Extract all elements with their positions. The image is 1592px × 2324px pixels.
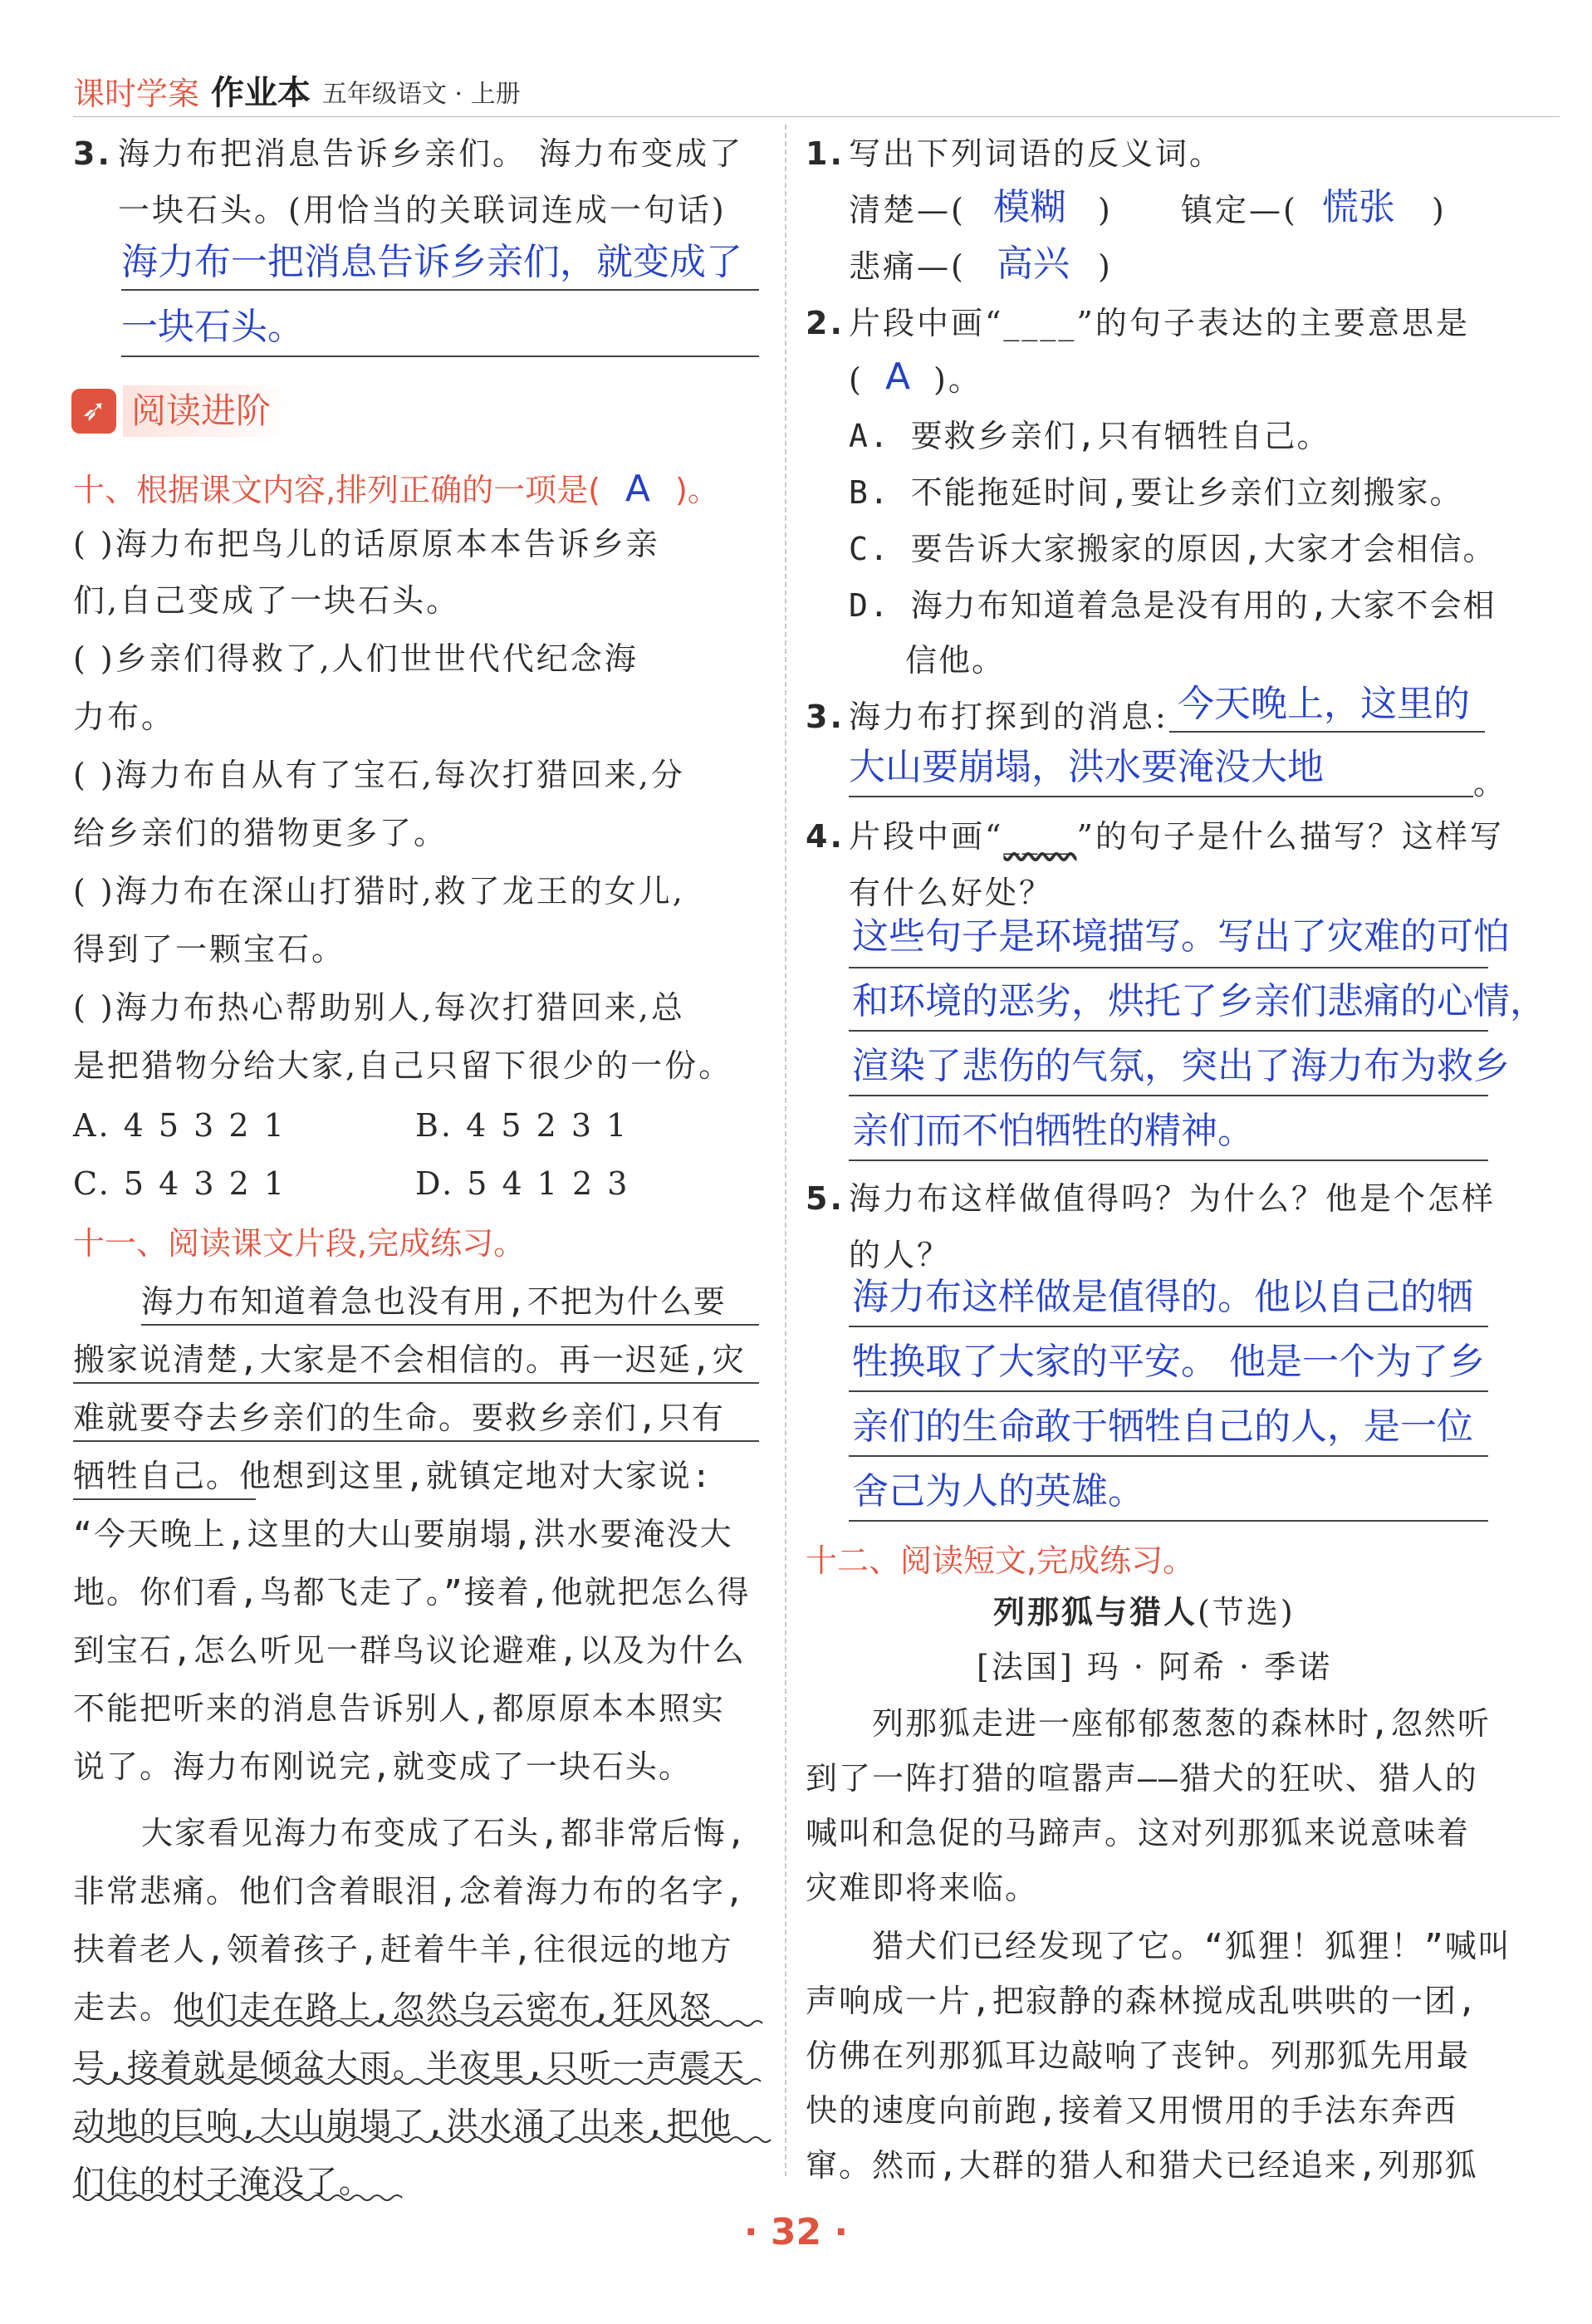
q2-option: A. 要救乡亲们,只有牺牲自己。 bbox=[849, 418, 1330, 454]
section-10-answer: A bbox=[625, 468, 651, 510]
answer-line bbox=[849, 1520, 1488, 1522]
q5-number: 5. bbox=[806, 1180, 845, 1217]
q4-text-2: ”的句子是什么描写？这样写 bbox=[1076, 818, 1504, 855]
wavy-underline bbox=[174, 2021, 762, 2026]
q4-wavy-mark: ____ bbox=[1003, 818, 1077, 855]
q5-answer-line: 牲换取了大家的平安。 他是一个为了乡 bbox=[852, 1341, 1485, 1383]
q5-answer-line: 亲们的生命敢于牺牲自己的人，是一位 bbox=[852, 1405, 1473, 1448]
answer-line bbox=[849, 1390, 1488, 1392]
passage-line: 不能把听来的消息告诉别人,都原原本本照实 bbox=[73, 1690, 725, 1727]
passage-line: “今天晚上,这里的大山要崩塌,洪水要淹没大 bbox=[73, 1516, 733, 1552]
passage-line: 地。你们看,鸟都飞走了。”接着,他就把怎么得 bbox=[73, 1574, 751, 1611]
answer-line bbox=[121, 355, 759, 357]
s10-line: ( )乡亲们得救了,人们世世代代纪念海 bbox=[73, 640, 639, 677]
q1-pair3-a: 悲痛—( bbox=[849, 248, 966, 285]
passage-line: 大家看见海力布变成了石头,都非常后悔, bbox=[141, 1815, 747, 1851]
passage-line: 号,接着就是倾盆大雨。半夜里,只听一声震天 bbox=[73, 2047, 746, 2084]
sentence-underline bbox=[73, 1382, 759, 1384]
section-10-title-end: )。 bbox=[675, 472, 719, 508]
s10-line: 们,自己变成了一块石头。 bbox=[73, 582, 461, 619]
s10-option-d: D. 5 4 1 2 3 bbox=[415, 1165, 630, 1202]
story-line: 仿佛在列那狐耳边敲响了丧钟。列那狐先用最 bbox=[806, 2037, 1471, 2074]
q4-text-1: 片段中画“ bbox=[849, 818, 1004, 855]
left-q3-number: 3. bbox=[73, 135, 112, 172]
q2-paren-open: ( bbox=[849, 361, 864, 398]
s10-option-c: C. 5 4 3 2 1 bbox=[73, 1165, 287, 1202]
passage-line: 搬家说清楚,大家是不会相信的。再一迟延,灾 bbox=[73, 1341, 746, 1378]
q4-number: 4. bbox=[806, 818, 845, 855]
s10-line: ( )海力布热心帮助别人,每次打猎回来,总 bbox=[73, 989, 685, 1026]
q3-answer-1: 今天晚上，这里的 bbox=[1178, 683, 1470, 725]
q4-text-3: 有什么好处？ bbox=[849, 875, 1054, 911]
section-12-title: 十二、阅读短文,完成练习。 bbox=[806, 1542, 1195, 1579]
answer-line bbox=[849, 796, 1473, 797]
q5-answer-line: 舍己为人的英雄。 bbox=[852, 1470, 1144, 1513]
q3-end: 。 bbox=[1473, 765, 1508, 802]
q1-number: 1. bbox=[806, 135, 845, 172]
section-badge-label: 阅读进阶 bbox=[123, 385, 292, 437]
q4-answer-line: 这些句子是环境描写。写出了灾难的可怕 bbox=[852, 915, 1510, 958]
story-line: 快的速度向前跑,接着又用惯用的手法东奔西 bbox=[806, 2092, 1457, 2129]
page-number: · 32 · bbox=[743, 2211, 849, 2253]
left-q3-answer-2: 一块石头。 bbox=[121, 306, 304, 348]
story-author: [法国] 玛 · 阿希 · 季诺 bbox=[977, 1649, 1333, 1685]
passage-line: 牺牲自己。他想到这里,就镇定地对大家说: bbox=[73, 1458, 713, 1494]
brand-name: 课时学案 bbox=[73, 76, 200, 112]
q1-pair2-a: 镇定—( bbox=[1181, 192, 1298, 228]
section-badge bbox=[71, 385, 321, 437]
q1-pair2-b: ) bbox=[1432, 192, 1447, 228]
s10-line: 力布。 bbox=[73, 699, 176, 735]
passage-line: 难就要夺去乡亲们的生命。要救乡亲们,只有 bbox=[73, 1400, 725, 1436]
story-line: 声响成一片,把寂静的森林搅成乱哄哄的一团, bbox=[806, 1983, 1478, 2019]
header-rule bbox=[73, 116, 1560, 117]
wavy-underlines bbox=[66, 2017, 772, 2216]
story-line: 到了一阵打猎的喧嚣声——猎犬的狂吠、猎人的 bbox=[806, 1760, 1478, 1797]
story-line: 列那狐走进一座郁郁葱葱的森林时,忽然听 bbox=[872, 1705, 1491, 1742]
passage-line: 说了。海力布刚说完,就变成了一块石头。 bbox=[73, 1748, 692, 1785]
q5-answer-line: 海力布这样做是值得的。他以自己的牺 bbox=[852, 1276, 1473, 1318]
passage-line: 扶着老人,领着孩子,赶着牛羊,往很远的地方 bbox=[73, 1931, 733, 1968]
q1-answer-1: 模糊 bbox=[993, 186, 1066, 228]
story-title-text: 列那狐与猎人 bbox=[993, 1594, 1198, 1630]
q2-option: D. 海力布知道着急是没有用的,大家不会相 bbox=[849, 587, 1496, 624]
passage-line: 们住的村子淹没了。 bbox=[73, 2164, 373, 2200]
passage-line: 到宝石,怎么听见一群鸟议论避难,以及为什么 bbox=[73, 1632, 746, 1669]
left-q3-line2: 一块石头。(用恰当的关联词连成一句话) bbox=[118, 192, 727, 228]
story-title bbox=[993, 1593, 1296, 1631]
wavy-underline bbox=[73, 2137, 771, 2142]
q2-text: 片段中画“____”的句子表达的主要意思是 bbox=[849, 305, 1470, 341]
q4-answer-line: 渲染了悲伤的气氛，突出了海力布为救乡 bbox=[852, 1045, 1510, 1087]
q1-answer-2: 慌张 bbox=[1322, 186, 1395, 228]
story-title-note: (节选) bbox=[1198, 1594, 1296, 1630]
passage-line: 非常悲痛。他们含着眼泪,念着海力布的名字, bbox=[73, 1873, 746, 1910]
s10-line: ( )海力布在深山打猎时,救了龙王的女儿, bbox=[73, 873, 685, 909]
answer-line bbox=[849, 1030, 1488, 1032]
sentence-underline bbox=[73, 1498, 256, 1500]
section-10-title-text: 十、根据课文内容,排列正确的一项是( bbox=[73, 472, 600, 508]
q3-number: 3. bbox=[806, 699, 845, 735]
column-divider bbox=[785, 125, 786, 2176]
sentence-underline bbox=[73, 1440, 759, 1442]
q1-pair1-b: ) bbox=[1098, 192, 1113, 228]
book-subtitle: 五年级语文 · 上册 bbox=[322, 80, 521, 109]
q1-pair1-a: 清楚—( bbox=[849, 192, 966, 228]
s10-line: 是把猎物分给大家,自己只留下很少的一份。 bbox=[73, 1047, 733, 1084]
section-10-title bbox=[73, 470, 719, 509]
q4-text bbox=[849, 817, 1504, 856]
q3-answer-2: 大山要崩塌，洪水要淹没大地 bbox=[849, 746, 1324, 788]
sentence-underline bbox=[141, 1324, 759, 1326]
passage-line: 走去。他们走在路上,忽然乌云密布,狂风怒 bbox=[73, 1989, 713, 2026]
q2-answer: A bbox=[885, 355, 911, 398]
answer-line bbox=[849, 1095, 1488, 1096]
q1-text: 写出下列词语的反义词。 bbox=[849, 135, 1224, 172]
answer-line bbox=[849, 1326, 1488, 1327]
q3-text: 海力布打探到的消息: bbox=[849, 699, 1168, 735]
answer-line bbox=[849, 967, 1488, 968]
answer-line bbox=[1169, 731, 1485, 733]
q4-answer-line: 和环境的恶劣，烘托了乡亲们悲痛的心情， bbox=[852, 980, 1546, 1022]
s10-line: 给乡亲们的猎物更多了。 bbox=[73, 815, 448, 851]
story-line: 喊叫和急促的马蹄声。这对列那狐来说意味着 bbox=[806, 1815, 1471, 1851]
answer-line bbox=[849, 1455, 1488, 1457]
answer-line bbox=[121, 289, 759, 291]
q4-answer-line: 亲们而不怕牺牲的精神。 bbox=[852, 1110, 1254, 1152]
q2-paren-close: )。 bbox=[933, 361, 982, 398]
q2-number: 2. bbox=[806, 305, 845, 341]
answer-line bbox=[849, 1160, 1488, 1161]
brand-workbook: 作业本 bbox=[211, 74, 311, 112]
s10-line: ( )海力布把鸟儿的话原原本本告诉乡亲 bbox=[73, 526, 660, 562]
passage-line: 动地的巨响,大山崩塌了,洪水涌了出来,把他 bbox=[73, 2106, 733, 2142]
wavy-underline bbox=[73, 2195, 402, 2200]
q2-option: 信他。 bbox=[905, 642, 1006, 679]
passage-line: 海力布知道着急也没有用,不把为什么要 bbox=[141, 1283, 727, 1320]
q1-answer-3: 高兴 bbox=[997, 243, 1070, 285]
story-line: 灾难即将来临。 bbox=[806, 1870, 1039, 1906]
wavy-underline bbox=[73, 2079, 761, 2084]
left-q3-answer-1: 海力布一把消息告诉乡亲们，就变成了 bbox=[121, 241, 742, 283]
q1-pair3-b: ) bbox=[1098, 248, 1113, 285]
q2-option: C. 要告诉大家搬家的原因,大家才会相信。 bbox=[849, 531, 1496, 567]
s10-line: 得到了一颗宝石。 bbox=[73, 931, 346, 968]
story-line: 窜。然而,大群的猎人和猎犬已经追来,列那狐 bbox=[806, 2147, 1478, 2184]
left-q3-line1: 海力布把消息告诉乡亲们。 海力布变成了 bbox=[118, 135, 744, 172]
story-line: 猎犬们已经发现了它。“狐狸！狐狸！”喊叫 bbox=[872, 1928, 1511, 1964]
runner-icon: ➶ bbox=[71, 389, 116, 434]
q2-option: B. 不能拖延时间,要让乡亲们立刻搬家。 bbox=[849, 474, 1463, 511]
s10-option-b: B. 4 5 2 3 1 bbox=[415, 1107, 629, 1144]
s10-line: ( )海力布自从有了宝石,每次打猎回来,分 bbox=[73, 757, 685, 793]
q5-text-1: 海力布这样做值得吗？为什么？他是个怎样 bbox=[849, 1180, 1496, 1217]
q5-text-2: 的人？ bbox=[849, 1237, 952, 1273]
s10-option-a: A. 4 5 3 2 1 bbox=[73, 1107, 287, 1144]
section-11-title: 十一、阅读课文片段,完成练习。 bbox=[73, 1225, 526, 1262]
